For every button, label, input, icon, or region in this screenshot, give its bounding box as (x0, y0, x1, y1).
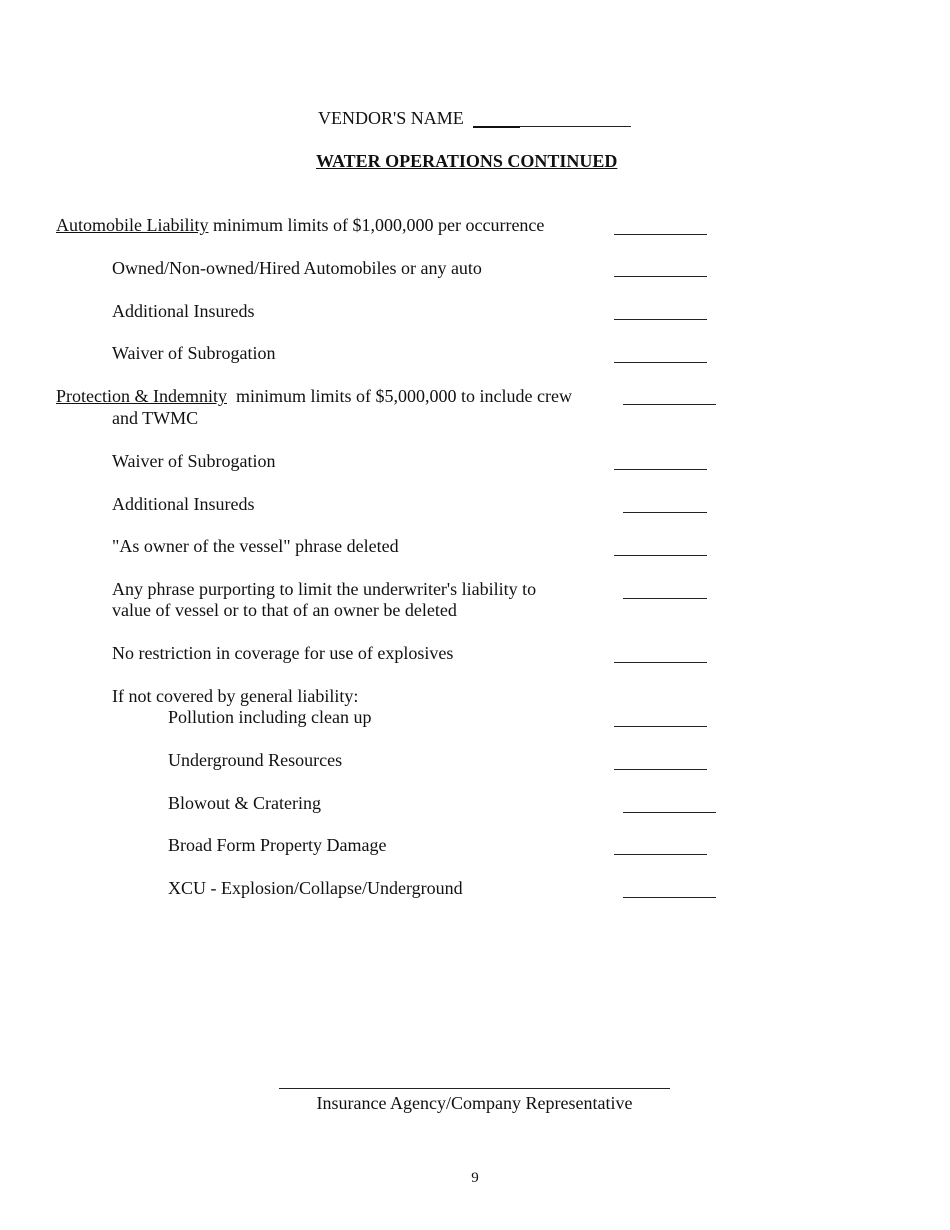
pi-phrase-item-line1: Any phrase purporting to limit the underwriter's liability to (112, 579, 537, 599)
gl-intro: If not covered by general liability: (112, 686, 359, 706)
gl-xcu-item: XCU - Explosion/Collapse/Underground (168, 878, 463, 898)
checkbox-line-pi-explosives[interactable] (614, 662, 707, 663)
checkbox-line-auto-additional[interactable] (614, 319, 707, 320)
checkbox-line-gl-xcu[interactable] (623, 897, 716, 898)
vendor-name-field[interactable] (520, 126, 631, 127)
pi-waiver-item: Waiver of Subrogation (112, 451, 276, 471)
pi-text: minimum limits of $5,000,000 to include crew (226, 386, 572, 406)
auto-liability-heading: Automobile Liability (56, 215, 209, 235)
checkbox-line-gl-broadform[interactable] (614, 854, 707, 855)
pi-text-continued: and TWMC (112, 408, 199, 428)
checkbox-line-gl-blowout[interactable] (623, 812, 716, 813)
gl-broadform-item: Broad Form Property Damage (168, 835, 387, 855)
vendor-name-label: VENDOR'S NAME (318, 108, 464, 128)
auto-liability-row (56, 214, 544, 236)
gl-pollution-item: Pollution including clean up (168, 707, 372, 727)
vendor-name-field-bold[interactable] (473, 126, 520, 128)
pi-additional-insureds-item: Additional Insureds (112, 494, 255, 514)
signature-label: Insurance Agency/Company Representative (316, 1093, 633, 1113)
pi-phrase-item-line2: value of vessel or to that of an owner be deleted (112, 600, 457, 620)
gl-blowout-item: Blowout & Cratering (168, 793, 321, 813)
checkbox-line-gl-underground[interactable] (614, 769, 707, 770)
gl-underground-item: Underground Resources (168, 750, 343, 770)
checkbox-line-pi-phrase[interactable] (623, 598, 707, 599)
pi-vessel-item: "As owner of the vessel" phrase deleted (112, 536, 399, 556)
auto-liability-text: minimum limits of $1,000,000 per occurrence (208, 215, 545, 235)
checkbox-line-auto-owned[interactable] (614, 276, 707, 277)
checkbox-line-auto-waiver[interactable] (614, 362, 707, 363)
checkbox-line-pi-waiver[interactable] (614, 469, 707, 470)
checkbox-line-pi-vessel[interactable] (614, 555, 707, 556)
checkbox-line-auto-liability[interactable] (614, 234, 707, 235)
checkbox-line-pi-additional[interactable] (623, 512, 707, 513)
auto-additional-insureds-item: Additional Insureds (112, 301, 255, 321)
pi-row (56, 385, 572, 407)
pi-heading: Protection & Indemnity (56, 386, 227, 406)
pi-explosives-item: No restriction in coverage for use of explosives (112, 643, 454, 663)
signature-line[interactable] (279, 1088, 670, 1089)
page-number: 9 (471, 1170, 479, 1186)
checkbox-line-pi[interactable] (623, 404, 716, 405)
auto-waiver-item: Waiver of Subrogation (112, 343, 276, 363)
checkbox-line-gl-pollution[interactable] (614, 726, 707, 727)
section-title: WATER OPERATIONS CONTINUED (316, 151, 618, 171)
auto-owned-item: Owned/Non-owned/Hired Automobiles or any auto (112, 258, 482, 278)
